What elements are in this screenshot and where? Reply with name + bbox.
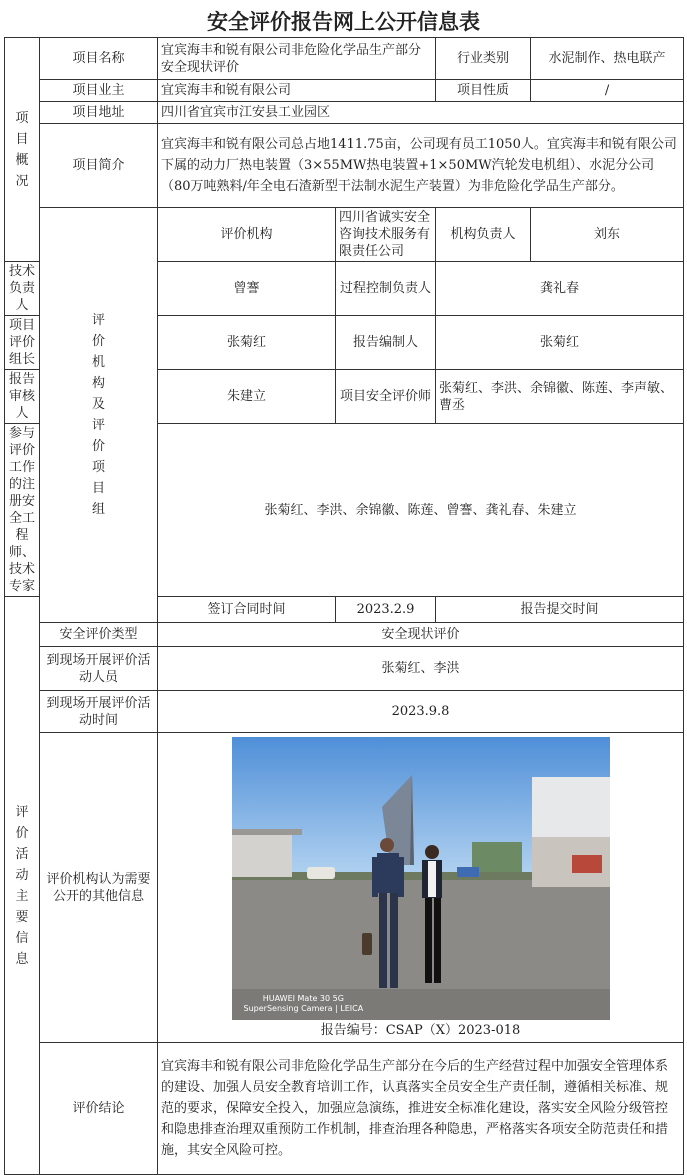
site-photo-illustration [232, 737, 610, 1020]
agency-label: 评价机构 [158, 208, 336, 262]
evaluators-value: 张菊红、李洪、余锦徽、陈莲、李声敏、曹丞 [436, 370, 684, 424]
owner-label: 项目业主 [40, 80, 158, 102]
report-writer-label: 报告编制人 [336, 316, 436, 370]
process-control-label: 过程控制负责人 [336, 262, 436, 316]
process-control-value: 龚礼春 [436, 262, 684, 316]
experts-label: 参与评价工作的注册安全工程师、技术专家 [5, 424, 40, 597]
eval-type-label: 安全评价类型 [40, 623, 158, 647]
info-table [4, 37, 684, 1175]
contract-date-value: 2023.2.9 [336, 597, 436, 623]
team-leader-value: 张菊红 [158, 316, 336, 370]
submit-date-label: 报告提交时间 [436, 597, 684, 623]
address-label: 项目地址 [40, 102, 158, 124]
conclusion-label: 评价结论 [40, 1043, 158, 1175]
other-info-label: 评价机构认为需要公开的其他信息 [40, 733, 158, 1043]
reviewer-value: 朱建立 [158, 370, 336, 424]
site-time-label: 到现场开展评价活动时间 [40, 691, 158, 733]
intro-value: 宜宾海丰和锐有限公司总占地1411.75亩，公司现有员工1050人。宜宾海丰和锐有限公司下属的动力厂热电装置（3×55MW热电装置+1×50MW汽轮发电机组）、水泥分公司（80万吨熟料/年全电石渣新型干法制水泥生产装置）为非危险化学品生产部分。 [158, 124, 684, 208]
site-people-label: 到现场开展评价活动人员 [40, 647, 158, 691]
agency-head-label: 机构负责人 [436, 208, 531, 262]
category-org: 评价机构及评价项目组 [40, 208, 158, 623]
intro-label: 项目简介 [40, 124, 158, 208]
address-value: 四川省宜宾市江安县工业园区 [158, 102, 684, 124]
agency-head-value: 刘东 [531, 208, 684, 262]
category-activity: 评价活动主要信息 [5, 597, 40, 1175]
category-overview: 项目概况 [5, 38, 40, 262]
industry-value: 水泥制作、热电联产 [531, 38, 684, 80]
other-info-cell [158, 733, 684, 1043]
eval-type-value: 安全现状评价 [158, 623, 684, 647]
nature-label: 项目性质 [436, 80, 531, 102]
report-writer-value: 张菊红 [436, 316, 684, 370]
site-photo [232, 737, 610, 1020]
owner-value: 宜宾海丰和锐有限公司 [158, 80, 436, 102]
project-name-label: 项目名称 [40, 38, 158, 80]
tech-head-value: 曾謇 [158, 262, 336, 316]
tech-head-label: 技术负责人 [5, 262, 40, 316]
photo-watermark: HUAWEI Mate 30 5G SuperSensing Camera | LEICA [243, 994, 364, 1013]
site-time-value: 2023.9.8 [158, 691, 684, 733]
conclusion-value: 宜宾海丰和锐有限公司非危险化学品生产部分在今后的生产经营过程中加强安全管理体系的建设、加强人员安全教育培训工作，认真落实全员安全生产责任制，遵循相关标准、规范的要求，保障安全投入，加强应急演练，推进安全标准化建设，落实安全风险分级管控和隐患排查治理双重预防工作机制，排查治理各种隐患，严格落实各项安全防范责任和措施，其安全风险可控。 [158, 1043, 684, 1175]
evaluators-label: 项目安全评价师 [336, 370, 436, 424]
nature-value: / [531, 80, 684, 102]
team-leader-label: 项目评价组长 [5, 316, 40, 370]
agency-value: 四川省诚实安全咨询技术服务有限责任公司 [336, 208, 436, 262]
industry-label: 行业类别 [436, 38, 531, 80]
page-title: 安全评价报告网上公开信息表 [207, 10, 480, 34]
experts-value: 张菊红、李洪、余锦徽、陈莲、曾謇、龚礼春、朱建立 [158, 424, 684, 597]
report-number: 报告编号：CSAP（X）2023-018 [320, 1023, 521, 1038]
project-name-value: 宜宾海丰和锐有限公司非危险化学品生产部分安全现状评价 [158, 38, 436, 80]
site-people-value: 张菊红、李洪 [158, 647, 684, 691]
contract-date-label: 签订合同时间 [158, 597, 336, 623]
reviewer-label: 报告审核人 [5, 370, 40, 424]
